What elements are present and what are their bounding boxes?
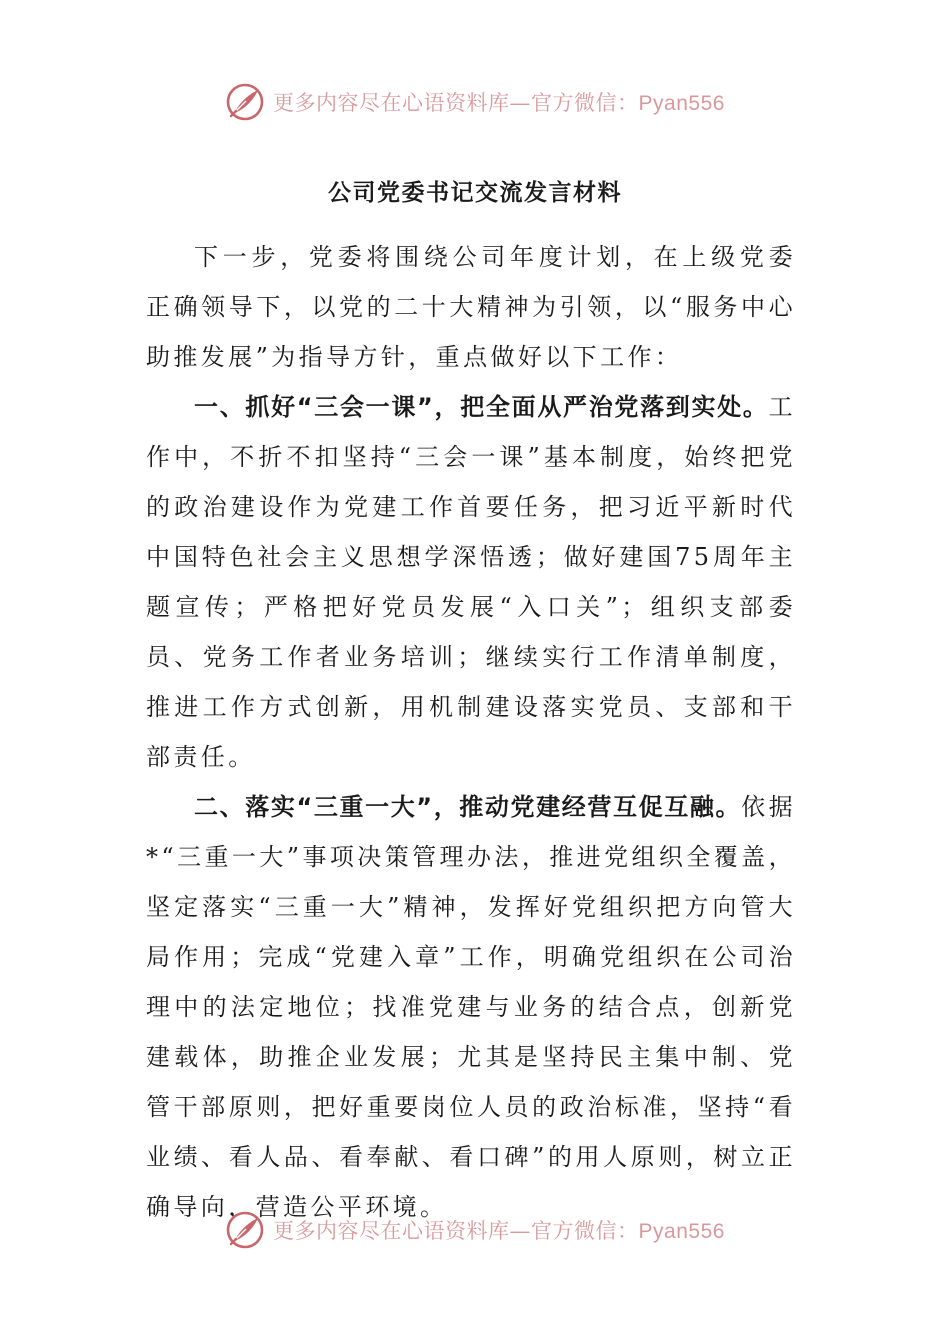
paragraph-intro <box>146 232 796 382</box>
quill-pen-logo-icon <box>225 82 265 122</box>
paragraph-text: 下一步，党委将围绕公司年度计划，在上级党委正确领导下，以党的二十大精神为引领，以“服务中心助推发展”为指导方针，重点做好以下工作： <box>146 243 796 371</box>
paragraph-text: 依据*“三重一大”事项决策管理办法，推进党组织全覆盖，坚定落实“三重一大”精神，发挥好党组织把方向管大局作用；完成“党建入章”工作，明确党组织在公司治理中的法定地位；找准党建与业务的结合点，创新党建载体，助推企业发展；尤其是坚持民主集中制、党管干部原则，把好重要岗位人员的政治标准，坚持“看业绩、看人品、看奉献、看口碑”的用人原则，树立正确导向，营造公平环境。 <box>146 793 796 1221</box>
paragraph-section-1 <box>146 382 796 782</box>
footer-watermark <box>0 1208 950 1252</box>
wechat-id: Pyan556 <box>638 92 725 115</box>
watermark-text <box>273 87 725 117</box>
wechat-id: Pyan556 <box>638 1220 725 1243</box>
watermark-text <box>273 1215 725 1245</box>
paragraph-section-2 <box>146 782 796 1232</box>
document-body <box>146 232 796 1232</box>
document-title: 公司党委书记交流发言材料 <box>328 180 622 206</box>
section-heading-1: 一、抓好“三会一课”，把全面从严治党落到实处。 <box>194 393 769 421</box>
paragraph-text: 工作中，不折不扣坚持“三会一课”基本制度，始终把党的政治建设作为党建工作首要任务，把习近平新时代中国特色社会主义思想学深悟透；做好建国75周年主题宣传；严格把好党员发展“入口关”；组织支部委员、党务工作者业务培训；继续实行工作清单制度，推进工作方式创新，用机制建设落实党员、支部和干部责任。 <box>146 393 796 771</box>
section-heading-2: 二、落实“三重一大”，推动党建经营互促互融。 <box>194 793 742 821</box>
header-watermark <box>0 80 950 124</box>
quill-pen-logo-icon <box>225 1210 265 1250</box>
watermark-label: 更多内容尽在心语资料库—官方微信： <box>273 91 639 115</box>
watermark-label: 更多内容尽在心语资料库—官方微信： <box>273 1219 639 1243</box>
